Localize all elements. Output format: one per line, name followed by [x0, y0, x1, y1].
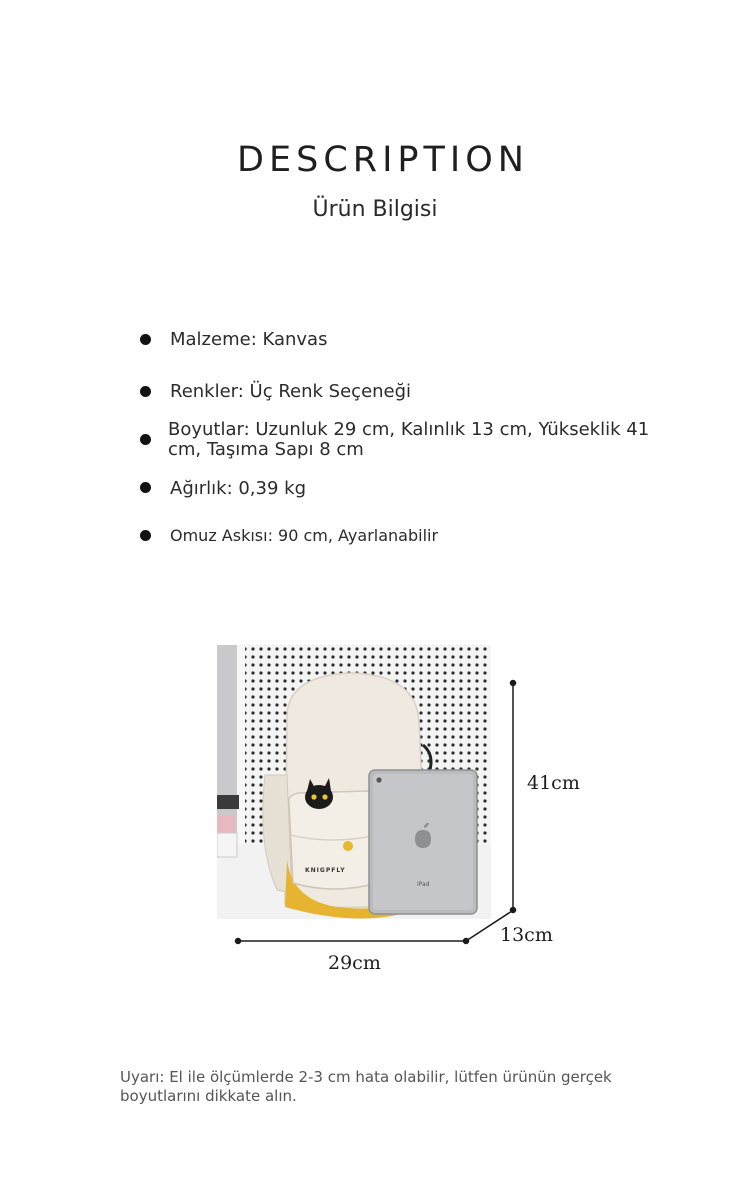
- width-start-dot: [236, 939, 241, 944]
- spec-text: Malzeme: Kanvas: [170, 329, 328, 350]
- height-start-dot: [511, 681, 516, 686]
- page-title: DESCRIPTION: [237, 140, 529, 180]
- spec-text: Renkler: Üç Renk Seçeneği: [170, 381, 412, 402]
- tablet-text: iPad: [417, 881, 430, 888]
- spec-text: Omuz Askısı: 90 cm, Ayarlanabilir: [170, 526, 439, 545]
- height-label: 41cm: [527, 772, 580, 794]
- spec-text: Ağırlık: 0,39 kg: [170, 478, 307, 499]
- spec-text: Boyutlar: Uzunluk 29 cm, Kalınlık 13 cm, Yükseklik 41 cm, Taşıma Sapı 8 cm: [168, 419, 650, 460]
- width-label: 29cm: [328, 952, 381, 974]
- measurement-warning: Uyarı: El ile ölçümlerde 2-3 cm hata olabilir, lütfen ürünün gerçek boyutlarını dikkate alın.: [120, 1068, 612, 1105]
- bag-brand-text: KNIGPFLY: [305, 867, 346, 874]
- depth-label: 13cm: [500, 924, 553, 946]
- page-subtitle: Ürün Bilgisi: [312, 197, 438, 222]
